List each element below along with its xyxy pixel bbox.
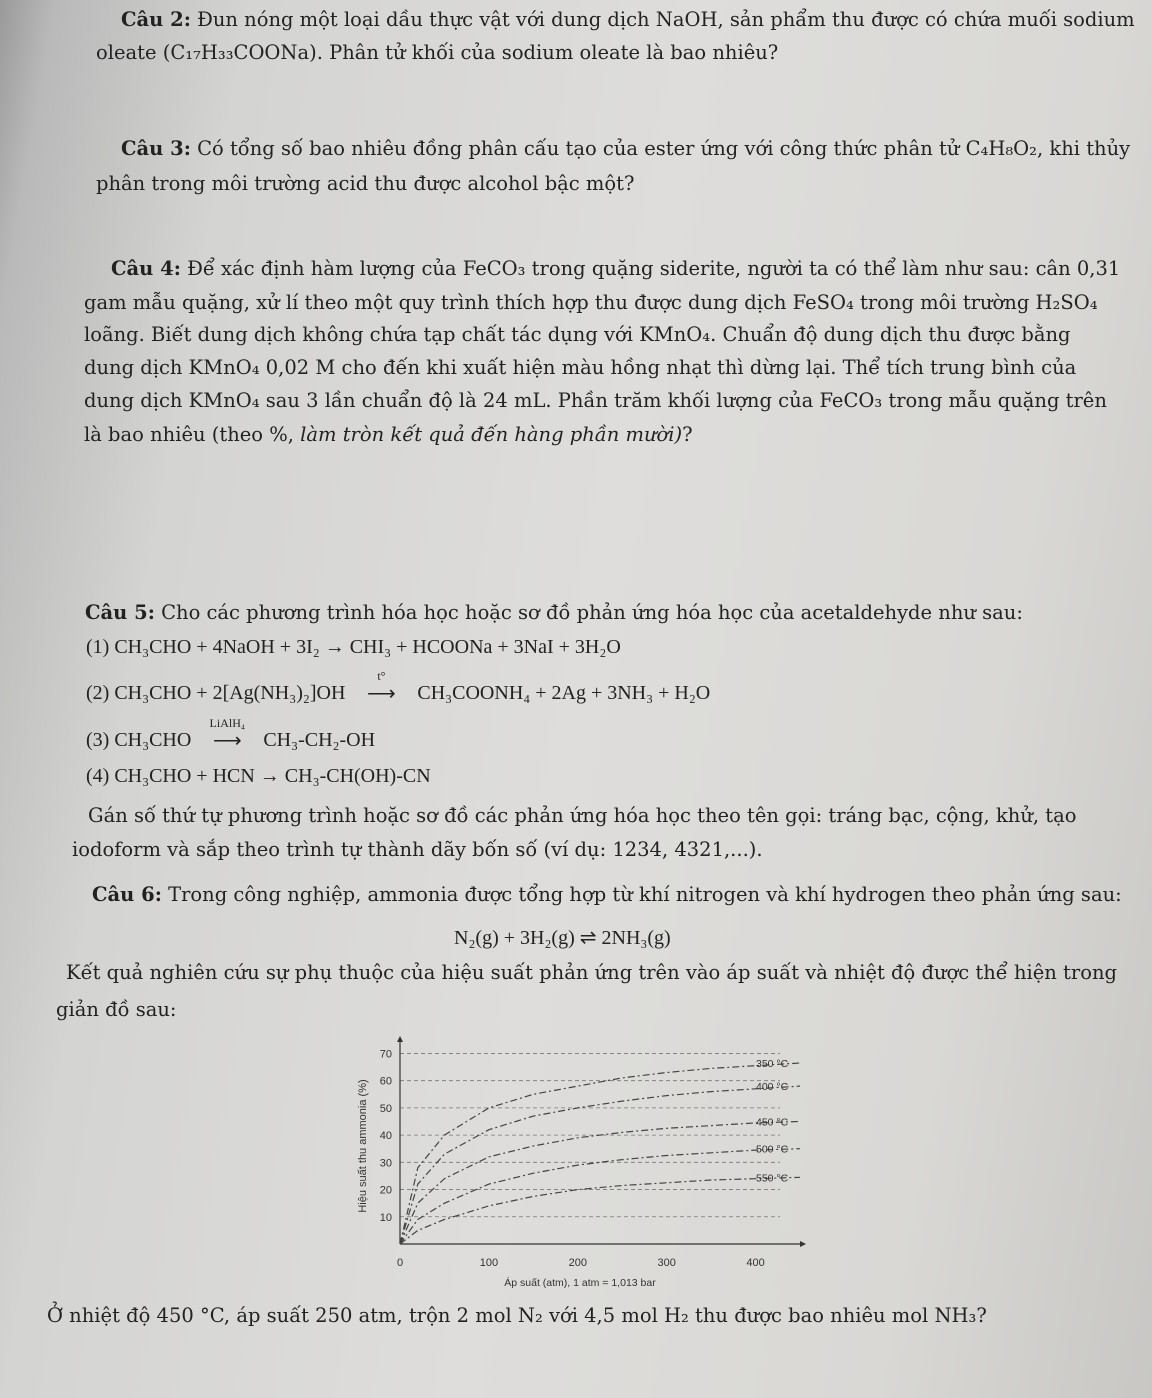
q5-eq2: (2) CH₃CHO + 2[Ag(NH₃)₂]OH t° ⟶ CH₃COONH₄ + 2Ag + 3NH₃ + H₂O [86,669,711,706]
q4-label: Câu 4: [111,257,181,280]
series-label: 350 °C [756,1057,789,1070]
q5-intro: Câu 5: Cho các phương trình hóa học hoặc sơ đồ phản ứng hóa học của acetaldehyde như sau: [85,601,1023,624]
y-tick-label: 40 [379,1130,392,1143]
q3-line2: phân trong môi trường acid thu được alcohol bậc một? [96,172,635,195]
series-line [400,1177,800,1244]
q5-eq4: (4) CH₃CHO + HCN → CH₃-CH(OH)-CN [86,765,431,787]
q2-line1: Câu 2: Đun nóng một loại dầu thực vật với dung dịch NaOH, sản phẩm thu được có chứa muối sodium [121,8,1135,31]
y-tick-label: 30 [379,1157,392,1170]
x-tick-label: 0 [396,1257,404,1269]
x-tick-label: 100 [479,1257,499,1269]
q6-text2: giản đồ sau: [56,998,177,1021]
q6-intro: Câu 6: Trong công nghiệp, ammonia được tổng hợp từ khí nitrogen và khí hydrogen theo phản ứng sau: [92,883,1122,906]
q5-task1: Gán số thứ tự phương trình hoặc sơ đồ các phản ứng hóa học theo tên gọi: tráng bạc, cộng, khử, tạo [88,804,1077,827]
q6-question: Ở nhiệt độ 450 °C, áp suất 250 atm, trộn 2 mol N₂ với 4,5 mol H₂ thu được bao nhiêu mol NH₃? [47,1304,987,1327]
q6-text1: Kết quả nghiên cứu sự phụ thuộc của hiệu suất phản ứng trên vào áp suất và nhiệt độ được thể hiện trong [66,961,1117,984]
q4-line4: dung dịch KMnO₄ 0,02 M cho đến khi xuất hiện màu hồng nhạt thì dừng lại. Thể tích trung bình của [84,356,1077,379]
y-tick-label: 50 [379,1102,392,1115]
q3-label: Câu 3: [121,137,191,160]
series-label: 400 °C [756,1081,789,1094]
q6-label: Câu 6: [92,883,162,906]
q2-line2: oleate (C₁₇H₃₃COONa). Phân tử khối của sodium oleate là bao nhiêu? [96,41,779,64]
y-tick-label: 20 [379,1184,392,1197]
q5-task2: iodoform và sắp theo trình tự thành dãy bốn số (ví dụ: 1234, 4321,...). [72,838,763,861]
y-tick-label: 70 [379,1048,392,1061]
heat-arrow: t° ⟶ [367,669,396,706]
q5-eq1: (1) CH₃CHO + 4NaOH + 3I₂ → CHI₃ + HCOONa + 3NaI + 3H₂O [86,636,621,658]
series-label: 500 °C [756,1143,789,1156]
series-line [400,1122,800,1245]
q3-line1: Câu 3: Có tổng số bao nhiêu đồng phân cấu tạo của ester ứng với công thức phân tử C₄H₈O₂, khi thủy [121,137,1131,160]
q2-label: Câu 2: [121,8,191,31]
series-line [400,1149,800,1244]
y-tick-label: 60 [379,1075,392,1088]
q4-line6: là bao nhiêu (theo %, làm tròn kết quả đến hàng phần mười)? [84,423,693,446]
q4-line5: dung dịch KMnO₄ sau 3 lần chuẩn độ là 24 mL. Phần trăm khối lượng của FeCO₃ trong mẫu quặng trên [84,389,1107,412]
series-line [400,1086,800,1244]
q4-line3: loãng. Biết dung dịch không chứa tạp chất tác dụng với KMnO₄. Chuẩn độ dung dịch thu được bằng [84,323,1071,346]
y-tick-label: 10 [379,1211,392,1224]
x-tick-label: 200 [568,1257,587,1269]
reduction-arrow: LiAlH₄ ⟶ [209,716,246,753]
ammonia-yield-chart [348,1030,818,1298]
y-axis-arrow [397,1036,403,1042]
q4-line2: gam mẫu quặng, xử lí theo một quy trình thích hợp thu được dung dịch FeSO₄ trong môi trường H₂SO₄ [84,291,1098,314]
series-label: 450 °C [756,1116,789,1129]
x-axis-arrow [800,1241,806,1247]
q4-line1: Câu 4: Để xác định hàm lượng của FeCO₃ trong quặng siderite, người ta có thể làm như sau: cân 0,31 [111,257,1121,280]
q5-eq3: (3) CH₃CHO LiAlH₄ ⟶ CH₃-CH₂-OH [86,716,376,753]
x-tick-label: 400 [746,1257,765,1269]
series-label: 550 °C [756,1172,789,1185]
q6-equation: N₂(g) + 3H₂(g) ⇌ 2NH₃(g) [454,927,671,949]
y-axis-label: Hiệu suất thu ammonia (%) [357,1079,369,1213]
x-tick-label: 300 [657,1257,676,1269]
x-axis-label: Áp suất (atm), 1 atm = 1,013 bar [504,1277,656,1289]
q5-label: Câu 5: [85,601,155,624]
